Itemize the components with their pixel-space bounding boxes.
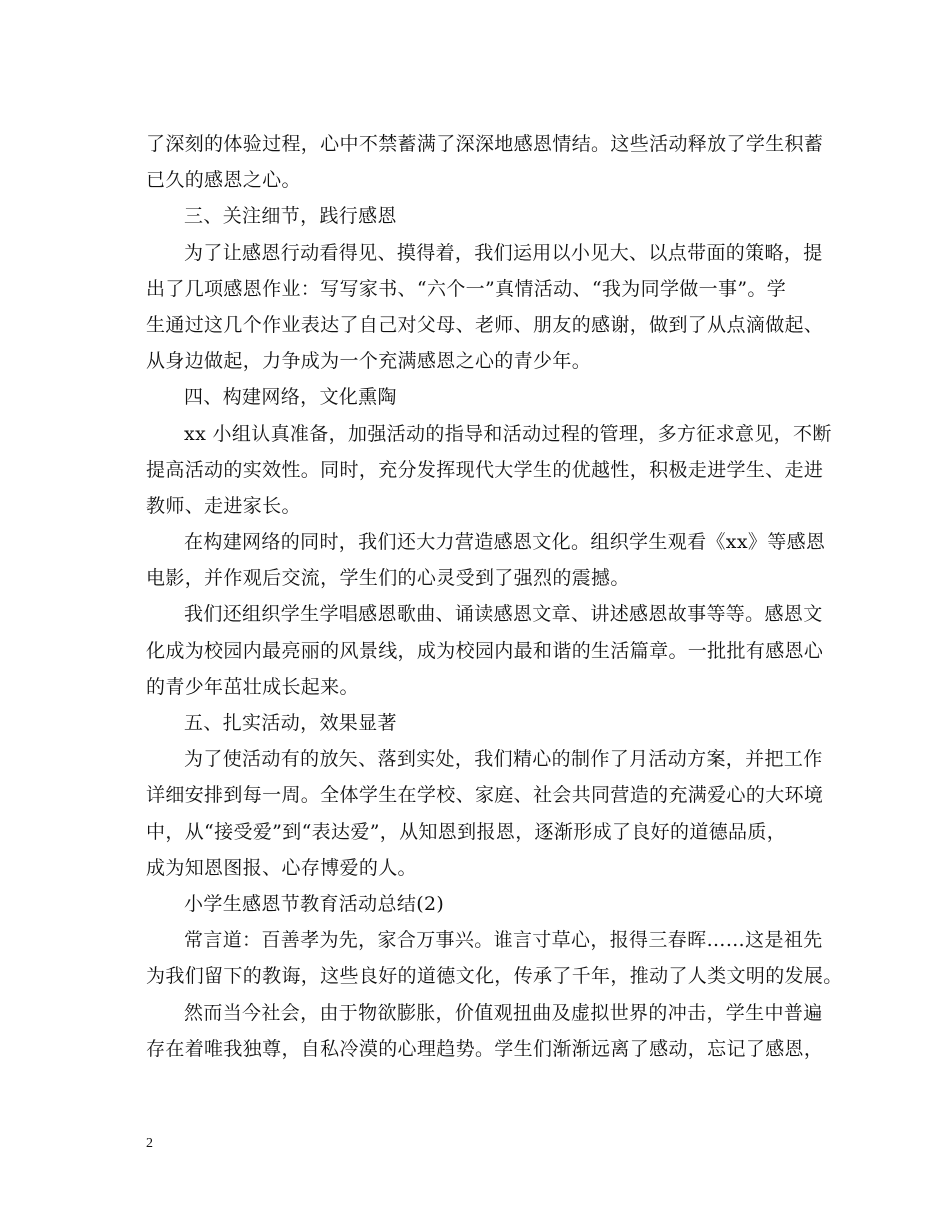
text-line: 详细安排到每一周。全体学生在学校、家庭、社会共同营造的充满爱心的大环境 xyxy=(146,784,824,807)
document-body xyxy=(146,126,843,1067)
text-line: 存在着唯我独尊，自私冷漠的心理趋势。学生们渐渐远离了感动，忘记了感恩， xyxy=(146,1037,824,1060)
text-line: 教师、走进家长。 xyxy=(146,494,301,517)
text-line: xx 小组认真准备，加强活动的指导和活动过程的管理，多方征求意见，不断 xyxy=(184,422,832,445)
text-line: 为了使活动有的放矢、落到实处，我们精心的制作了月活动方案，并把工作 xyxy=(184,748,823,771)
text-line: 提高活动的实效性。同时，充分发挥现代大学生的优越性，积极走进学生、走进 xyxy=(146,458,824,481)
section-heading: 四、构建网络，文化熏陶 xyxy=(184,386,397,409)
text-line: 为我们留下的教诲，这些良好的道德文化，传承了千年，推动了人类文明的发展。 xyxy=(146,965,843,988)
text-line: 已久的感恩之心。 xyxy=(146,169,301,192)
text-line: 电影，并作观后交流，学生们的心灵受到了强烈的震撼。 xyxy=(146,567,630,590)
document-subtitle: 小学生感恩节教育活动总结(2) xyxy=(184,892,445,915)
text-line: 出了几项感恩作业：写写家书、“六个一”真情活动、“我为同学做一事”。学 xyxy=(146,277,787,300)
section-heading: 五、扎实活动，效果显著 xyxy=(184,712,397,734)
text-line: 成为知恩图报、心存博爱的人。 xyxy=(146,856,417,879)
text-line: 我们还组织学生学唱感恩歌曲、诵读感恩文章、讲述感恩故事等等。感恩文 xyxy=(184,603,823,626)
page-number: 2 xyxy=(146,1136,153,1151)
text-line: 在构建网络的同时，我们还大力营造感恩文化。组织学生观看《xx》等感恩 xyxy=(184,531,826,554)
section-heading: 三、关注细节，践行感恩 xyxy=(184,205,397,228)
text-line: 然而当今社会，由于物欲膨胀，价值观扭曲及虚拟世界的冲击，学生中普遍 xyxy=(184,1001,823,1024)
text-line: 为了让感恩行动看得见、摸得着，我们运用以小见大、以点带面的策略，提 xyxy=(184,241,823,264)
text-line: 化成为校园内最亮丽的风景线，成为校园内最和谐的生活篇章。一批批有感恩心 xyxy=(146,639,824,662)
text-line: 生通过这几个作业表达了自己对父母、老师、朋友的感谢，做到了从点滴做起、 xyxy=(146,313,824,336)
text-line: 从身边做起，力争成为一个充满感恩之心的青少年。 xyxy=(146,350,592,373)
text-line: 了深刻的体验过程，心中不禁蓄满了深深地感恩情结。这些活动释放了学生积蓄 xyxy=(146,133,824,155)
text-line: 常言道：百善孝为先，家合万事兴。谁言寸草心，报得三春晖……这是祖先 xyxy=(184,929,823,952)
text-line: 的青少年茁壮成长起来。 xyxy=(146,675,359,698)
text-line: 中，从“接受爱”到“表达爱”，从知恩到报恩，逐渐形成了良好的道德品质， xyxy=(146,820,787,843)
